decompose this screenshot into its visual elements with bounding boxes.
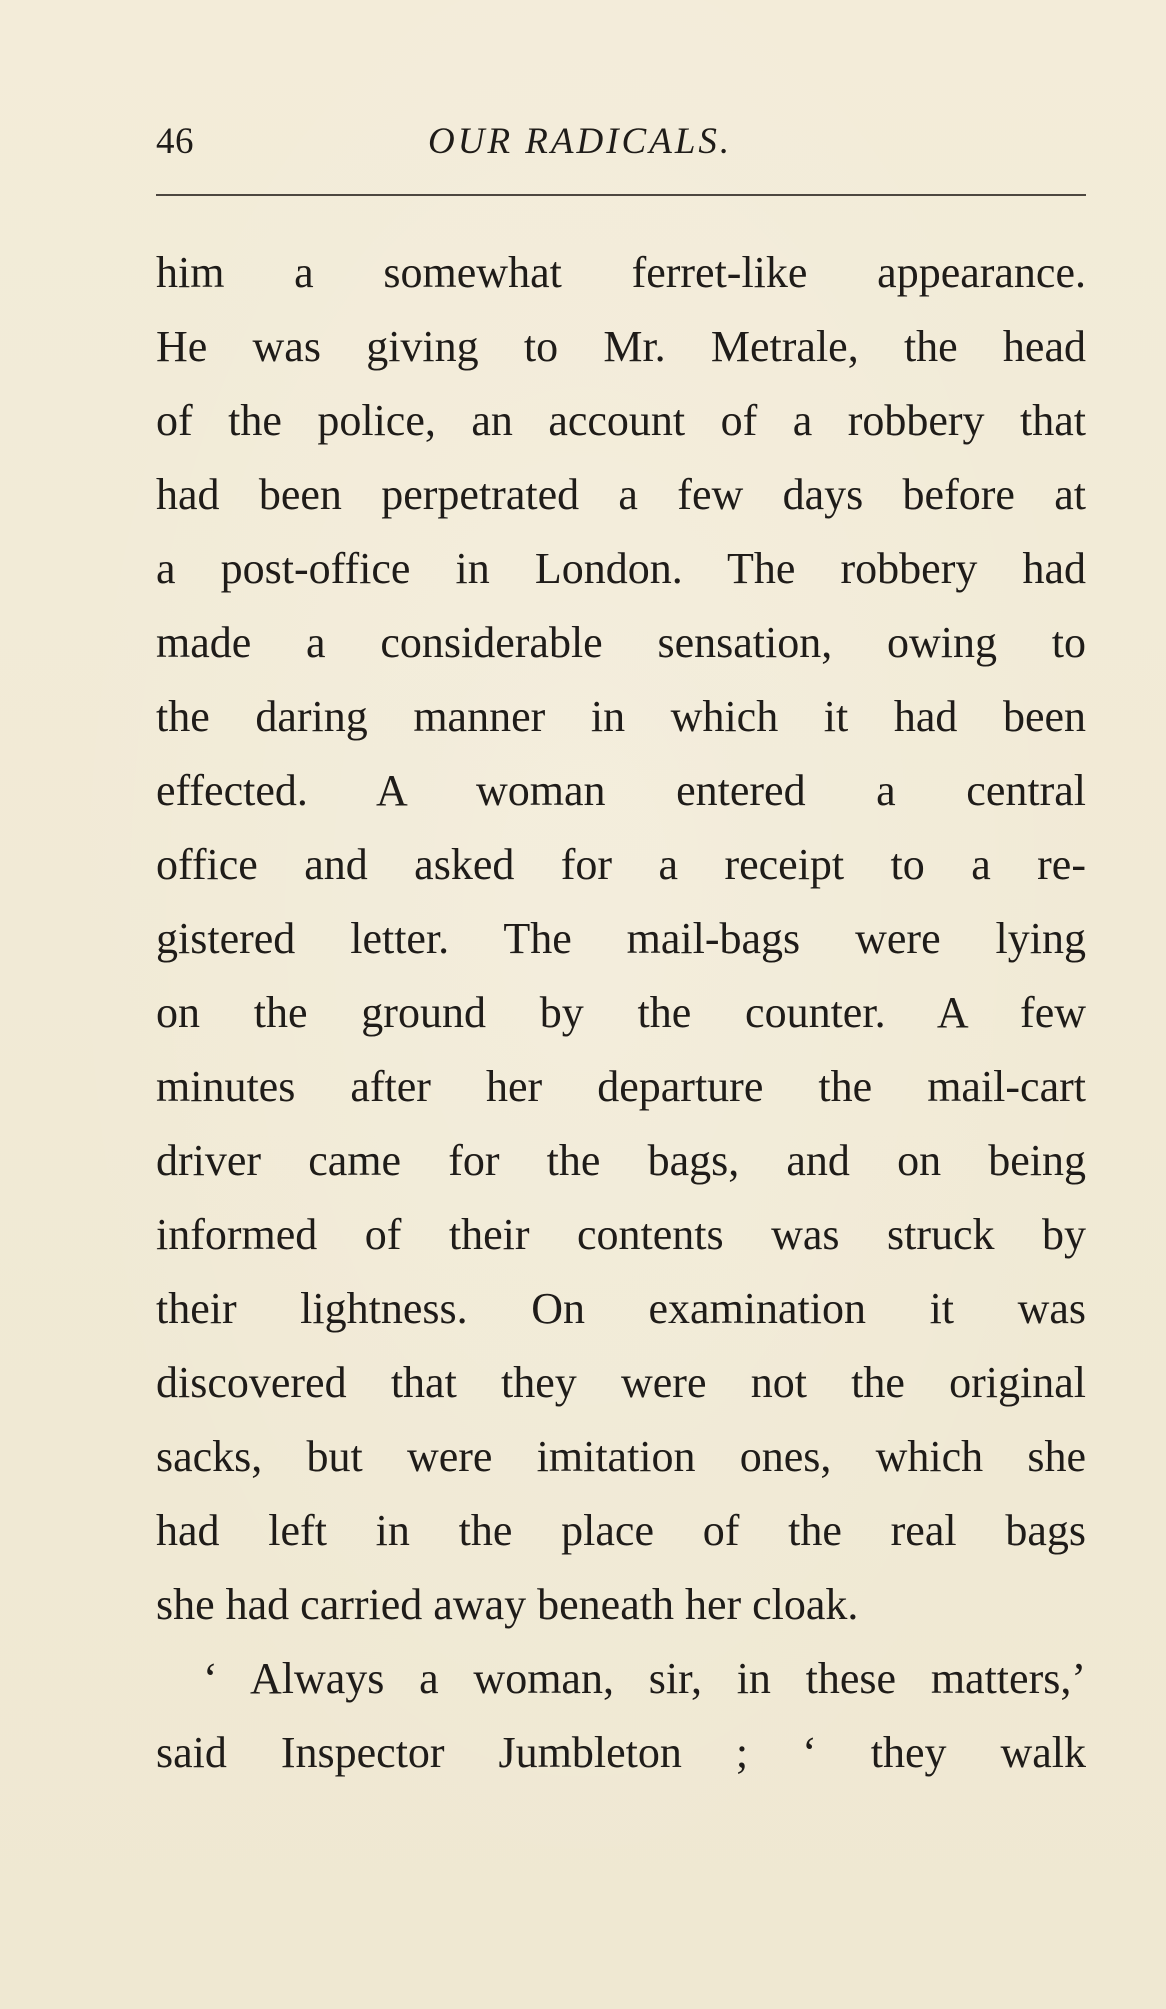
text-line-16: discovered that they were not the original (156, 1358, 1086, 1407)
text-line-7: the daring manner in which it had been (156, 692, 1086, 741)
text-line-9: office and asked for a receipt to a re- (156, 840, 1086, 889)
text-line-12: minutes after her departure the mail-cart (156, 1062, 1086, 1111)
text-line-15: their lightness. On examination it was (156, 1284, 1086, 1333)
text-line-1: him a somewhat ferret-like appearance. (156, 248, 1086, 297)
text-line-8: effected. A woman entered a central (156, 766, 1086, 815)
text-line-3: of the police, an account of a robbery that (156, 396, 1086, 445)
page-text (156, 236, 1086, 1790)
text-line-4: had been perpetrated a few days before at (156, 470, 1086, 519)
text-line-5: a post-office in London. The robbery had (156, 544, 1086, 593)
text-line-10: gistered letter. The mail-bags were lying (156, 914, 1086, 963)
header-rule (156, 194, 1086, 196)
text-line-17: sacks, but were imitation ones, which she (156, 1432, 1086, 1481)
text-line-2: He was giving to Mr. Metrale, the head (156, 322, 1086, 371)
text-line-20: ‘ Always a woman, sir, in these matters,’ (203, 1654, 1086, 1703)
text-line-11: on the ground by the counter. A few (156, 988, 1086, 1037)
text-line-18: had left in the place of the real bags (156, 1506, 1086, 1555)
text-line-19: she had carried away beneath her cloak. (156, 1580, 859, 1629)
text-line-14: informed of their contents was struck by (156, 1210, 1086, 1259)
text-line-13: driver came for the bags, and on being (156, 1136, 1086, 1185)
page-number: 46 (156, 121, 194, 162)
text-line-6: made a considerable sensation, owing to (156, 618, 1086, 667)
text-line-21: said Inspector Jumbleton ; ‘ they walk (156, 1728, 1086, 1777)
running-head: OUR RADICALS. (428, 121, 733, 162)
